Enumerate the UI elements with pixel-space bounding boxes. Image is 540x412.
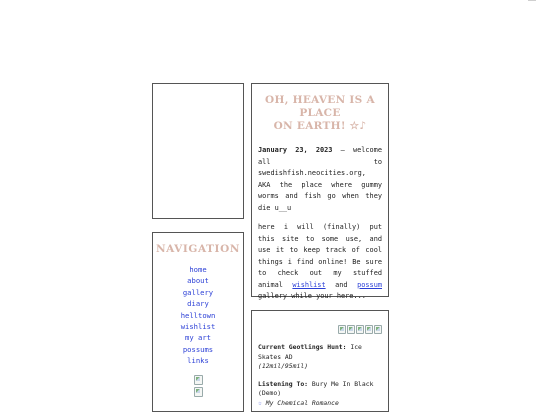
possum-link[interactable]: possum: [357, 280, 382, 289]
main-panel: [251, 83, 389, 300]
para2-text-b: and: [325, 280, 358, 289]
post-date: January 23, 2023: [258, 146, 333, 154]
listening-label: Listening To:: [258, 379, 309, 388]
broken-image-icon: [194, 375, 203, 385]
hunt-label: Current Geotlings Hunt:: [258, 343, 347, 351]
second-paragraph: [258, 222, 382, 303]
status-panel: [251, 310, 389, 412]
broken-image-icon: [347, 325, 355, 334]
main-heading: [258, 94, 382, 133]
navigation-list: [153, 264, 243, 367]
hunt-status: [258, 343, 382, 372]
para2-text-a: here i will (finally) put this site to some use, and use it to keep track of cool things i find online! Be sure to check out my stuffed animal: [258, 223, 382, 289]
broken-image-icon: [338, 325, 346, 334]
nav-link-my-art[interactable]: my art: [185, 333, 211, 343]
nav-link-gallery[interactable]: gallery: [182, 287, 214, 297]
main-heading-line1: OH, HEAVEN IS A PLACE: [265, 94, 375, 119]
broken-image-icon: [194, 387, 203, 397]
broken-image-icon: [374, 325, 382, 334]
nav-link-helltown[interactable]: helltown: [180, 310, 216, 320]
wishlist-link[interactable]: wishlist: [292, 280, 326, 289]
listening-status: [258, 380, 382, 409]
intro-text: — welcome all to swedishfish.neocities.org, AKA the place where gummy worms and fish go when they die u__u: [258, 146, 382, 212]
hunt-note: (12mil/95mil): [258, 362, 309, 370]
nav-link-diary[interactable]: diary: [187, 299, 209, 309]
navigation-heading: NAVIGATION: [155, 243, 241, 255]
image-panel: [152, 83, 244, 219]
listening-value: Bury Me In Black (Demo): [258, 379, 374, 397]
nav-link-home[interactable]: home: [189, 265, 207, 274]
main-heading-line2: ON EARTH! ☆♪: [273, 120, 367, 132]
nav-link-wishlist[interactable]: wishlist: [180, 322, 216, 332]
nav-images: [153, 375, 243, 397]
nav-link-links[interactable]: links: [187, 356, 209, 366]
intro-paragraph: [258, 145, 382, 214]
nav-link-about[interactable]: about: [187, 276, 209, 286]
navigation-panel: [152, 232, 244, 412]
status-image-row: [258, 325, 382, 334]
nav-link-possums[interactable]: possums: [182, 344, 214, 354]
star-icon: ☆: [258, 398, 262, 407]
para2-text-c: gallery while your here...: [258, 292, 366, 300]
broken-image-icon: [365, 325, 373, 334]
broken-image-icon: [356, 325, 364, 334]
hunt-value: Ice Skates AD: [258, 343, 362, 361]
corner-mark: [528, 0, 536, 1]
listening-artist: My Chemical Romance: [265, 398, 339, 407]
